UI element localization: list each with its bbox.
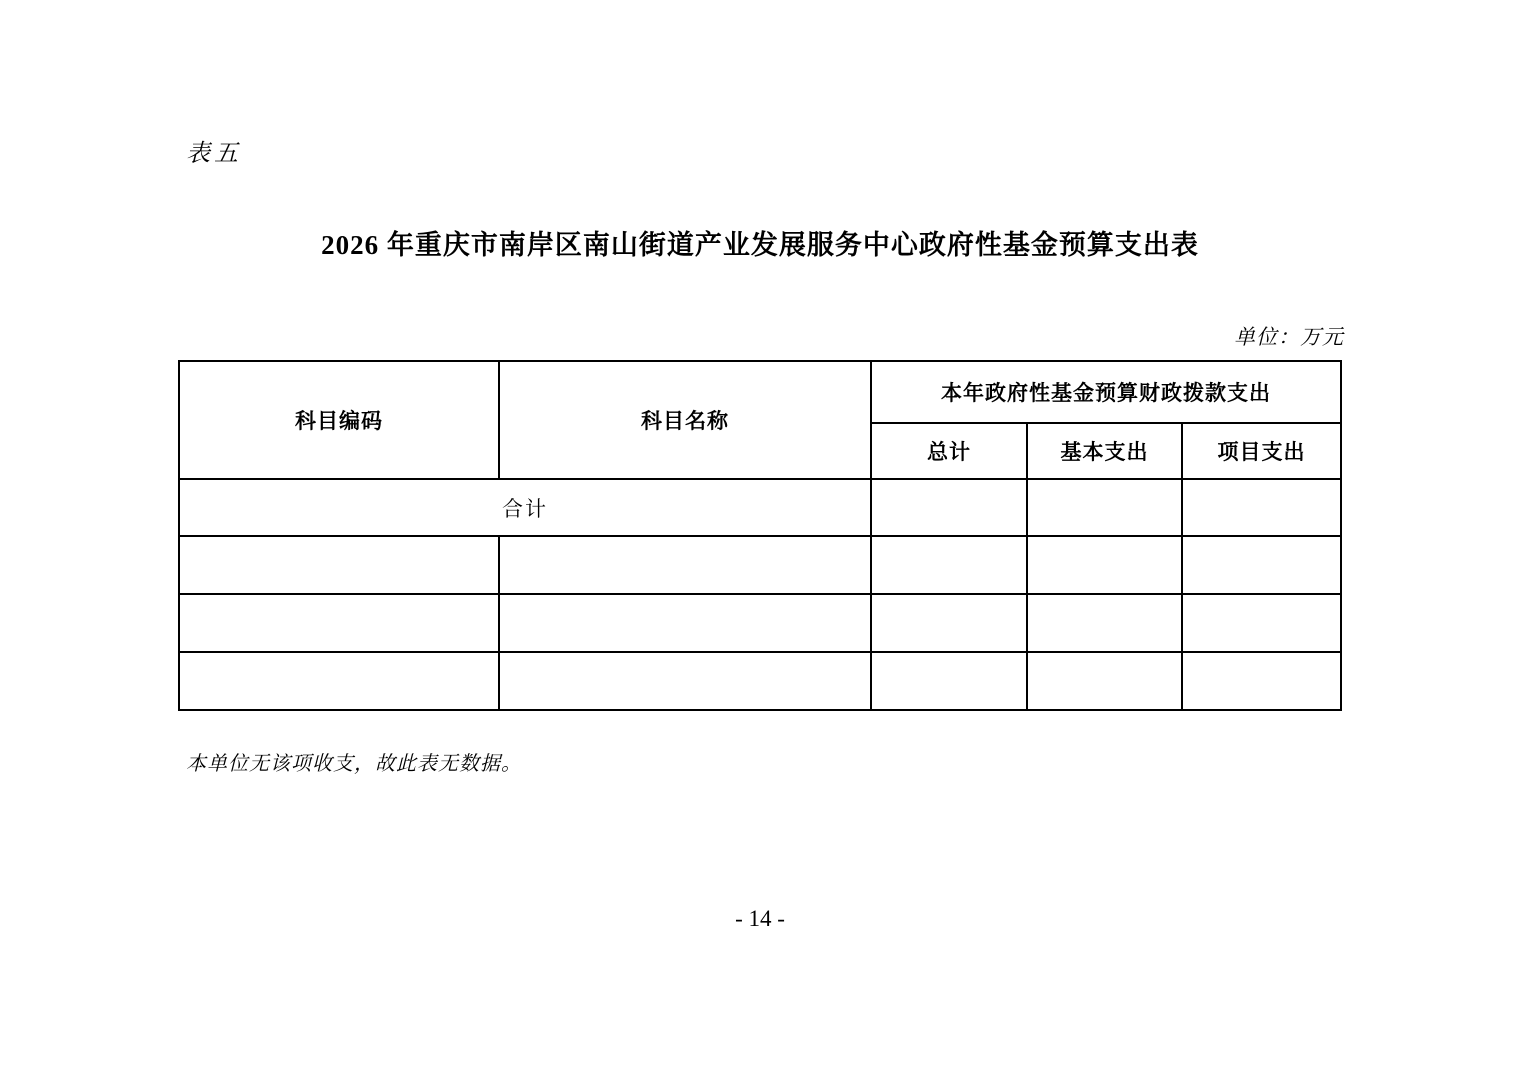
page-number: - 14 - bbox=[735, 906, 785, 931]
empty-cell bbox=[499, 536, 871, 594]
header-cell-fund-group: 本年政府性基金预算财政拨款支出 bbox=[871, 361, 1341, 423]
header-cell-subject-code: 科目编码 bbox=[179, 361, 499, 479]
empty-cell bbox=[1027, 536, 1182, 594]
unit-label: 单位：万元 bbox=[1234, 325, 1344, 349]
empty-cell bbox=[1182, 594, 1341, 652]
page-title: 2026 年重庆市南岸区南山街道产业发展服务中心政府性基金预算支出表 bbox=[321, 230, 1199, 260]
empty-cell bbox=[1027, 594, 1182, 652]
no-data-note: 本单位无该项收支，故此表无数据。 bbox=[186, 753, 522, 775]
total-row-label: 合计 bbox=[179, 479, 871, 536]
total-row-basic-value bbox=[1027, 479, 1182, 536]
empty-cell bbox=[1027, 652, 1182, 710]
header-cell-subject-name: 科目名称 bbox=[499, 361, 871, 479]
header-cell-basic-expenditure: 基本支出 bbox=[1027, 423, 1182, 479]
total-row bbox=[179, 479, 1341, 536]
table-empty-rows bbox=[179, 536, 1341, 710]
total-row-total-value bbox=[871, 479, 1027, 536]
budget-table bbox=[178, 360, 1342, 711]
empty-cell bbox=[179, 652, 499, 710]
table-tag: 表五 bbox=[186, 141, 242, 167]
empty-cell bbox=[1182, 536, 1341, 594]
table-row bbox=[179, 652, 1341, 710]
empty-cell bbox=[179, 536, 499, 594]
table-header-row-1 bbox=[179, 361, 1341, 423]
empty-cell bbox=[871, 652, 1027, 710]
empty-cell bbox=[871, 536, 1027, 594]
empty-cell bbox=[499, 594, 871, 652]
total-row-project-value bbox=[1182, 479, 1341, 536]
empty-cell bbox=[871, 594, 1027, 652]
empty-cell bbox=[179, 594, 499, 652]
header-cell-total: 总计 bbox=[871, 423, 1027, 479]
table-row bbox=[179, 536, 1341, 594]
header-cell-project-expenditure: 项目支出 bbox=[1182, 423, 1341, 479]
empty-cell bbox=[1182, 652, 1341, 710]
table-row bbox=[179, 594, 1341, 652]
empty-cell bbox=[499, 652, 871, 710]
